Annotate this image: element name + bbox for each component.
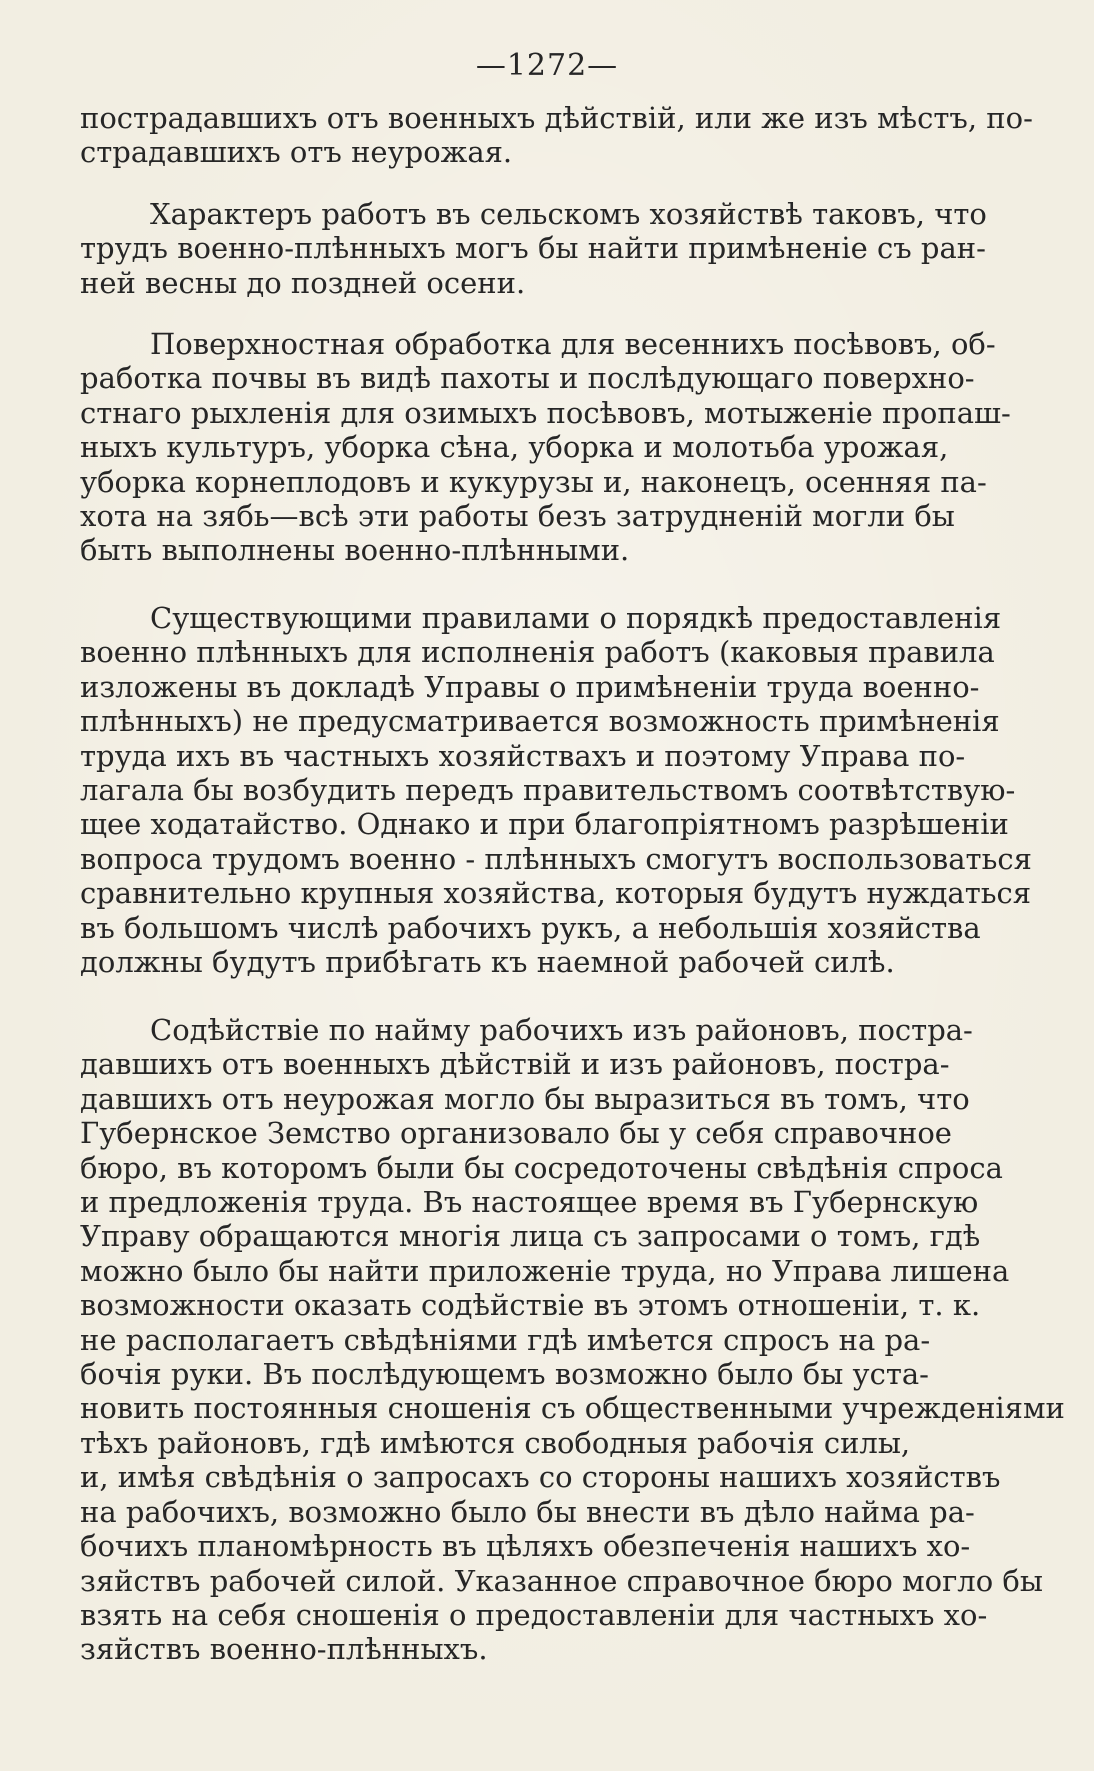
paragraph-2 bbox=[80, 197, 1050, 300]
paragraph-4 bbox=[80, 601, 1050, 979]
text-line: пострадавшихъ отъ военныхъ дѣйствій, или же изъ мѣстъ, по- bbox=[80, 101, 1033, 135]
text-line: и предложенія труда. Въ настоящее время въ Губернскую bbox=[80, 1185, 979, 1220]
text-line: тѣхъ районовъ, гдѣ имѣются свободныя рабочія силы, bbox=[80, 1425, 911, 1460]
text-line: зяйствъ рабочей силой. Указанное справочное бюро могло бы bbox=[80, 1563, 1043, 1598]
text-line: Поверхностная обработка для весеннихъ посѣвовъ, об- bbox=[150, 327, 996, 361]
paragraph-5 bbox=[80, 1013, 1065, 1667]
text-line: давшихъ отъ военныхъ дѣйствій и изъ районовъ, постра- bbox=[80, 1047, 950, 1082]
text-line: можно было бы найти приложеніе труда, но Управа лишена bbox=[80, 1253, 1010, 1288]
paragraph-text bbox=[80, 1013, 1065, 1667]
text-line: щее ходатайство. Однако и при благопріятномъ разрѣшеніи bbox=[80, 807, 1009, 842]
text-line: бюро, въ которомъ были бы сосредоточены свѣдѣнія спроса bbox=[80, 1150, 1003, 1185]
text-line: на рабочихъ, возможно было бы внести въ дѣло найма ра- bbox=[80, 1494, 975, 1529]
paragraph-text bbox=[80, 327, 1050, 568]
text-line: труда ихъ въ частныхъ хозяйствахъ и поэтому Управа по- bbox=[80, 738, 966, 773]
text-line: Губернское Земство организовало бы у себя справочное bbox=[80, 1116, 952, 1151]
text-line: въ большомъ числѣ рабочихъ рукъ, а небольшія хозяйства bbox=[80, 910, 981, 945]
text-line: не располагаетъ свѣдѣніями гдѣ имѣется спросъ на ра- bbox=[80, 1322, 931, 1357]
text-line: должны будутъ прибѣгать къ наемной рабочей силѣ. bbox=[80, 945, 895, 980]
text-line: плѣнныхъ) не предусматривается возможность примѣненія bbox=[80, 704, 1000, 739]
text-line: ныхъ культуръ, уборка сѣна, уборка и молотьба урожая, bbox=[80, 430, 949, 465]
text-line: ней весны до поздней осени. bbox=[80, 265, 526, 300]
text-line: Содѣйствіе по найму рабочихъ изъ районовъ, постра- bbox=[150, 1013, 973, 1047]
text-line: бочія руки. Въ послѣдующемъ возможно было бы уста- bbox=[80, 1357, 929, 1392]
text-line: стнаго рыхленія для озимыхъ посѣвовъ, мотыженіе пропаш- bbox=[80, 395, 1011, 430]
text-line: хота на зябь—всѣ эти работы безъ затрудненій могли бы bbox=[80, 499, 955, 534]
text-line: вопроса трудомъ военно - плѣнныхъ смогутъ воспользоваться bbox=[80, 841, 1032, 876]
text-line: изложены въ докладѣ Управы о примѣненіи труда военно- bbox=[80, 669, 980, 704]
text-line: быть выполнены военно-плѣнными. bbox=[80, 533, 630, 568]
text-line: бочихъ планомѣрность въ цѣляхъ обезпеченія нашихъ хо- bbox=[80, 1529, 971, 1564]
text-line: Управу обращаются многія лица съ запросами о томъ, гдѣ bbox=[80, 1219, 981, 1254]
text-line: уборка корнеплодовъ и кукурузы и, наконецъ, осенняя па- bbox=[80, 464, 987, 499]
text-line: сравнительно крупныя хозяйства, которыя будутъ нуждаться bbox=[80, 876, 1032, 911]
text-line: возможности оказать содѣйствіе въ этомъ отношеніи, т. к. bbox=[80, 1288, 981, 1323]
text-line: страдавшихъ отъ неурожая. bbox=[80, 135, 513, 170]
text-line: военно плѣнныхъ для исполненія работъ (каковыя правила bbox=[80, 635, 995, 670]
text-line: трудъ военно-плѣнныхъ могъ бы найти примѣненіе съ ран- bbox=[80, 231, 986, 266]
paragraph-text bbox=[80, 601, 1050, 979]
text-line: и, имѣя свѣдѣнія о запросахъ со стороны нашихъ хозяйствъ bbox=[80, 1460, 1001, 1495]
paragraph-text bbox=[80, 197, 1050, 300]
paragraph-text bbox=[80, 101, 1050, 170]
text-line: лагала бы возбудить передъ правительствомъ соотвѣтствую- bbox=[80, 773, 1016, 808]
paragraph-3 bbox=[80, 327, 1050, 568]
text-line: зяйствъ военно-плѣнныхъ. bbox=[80, 1632, 488, 1667]
text-line: новить постоянныя сношенія съ общественными учрежденіями bbox=[80, 1391, 1065, 1426]
text-line: давшихъ отъ неурожая могло бы выразиться въ томъ, что bbox=[80, 1081, 970, 1116]
text-line: взять на себя сношенія о предоставленіи для частныхъ хо- bbox=[80, 1597, 988, 1632]
page-number: —1272— bbox=[475, 48, 619, 83]
text-line: работка почвы въ видѣ пахоты и послѣдующаго поверхно- bbox=[80, 361, 975, 396]
text-line: Существующими правилами о порядкѣ предоставленія bbox=[150, 601, 1002, 635]
text-line: Характеръ работъ въ сельскомъ хозяйствѣ таковъ, что bbox=[150, 197, 987, 231]
paragraph-1 bbox=[80, 101, 1050, 170]
